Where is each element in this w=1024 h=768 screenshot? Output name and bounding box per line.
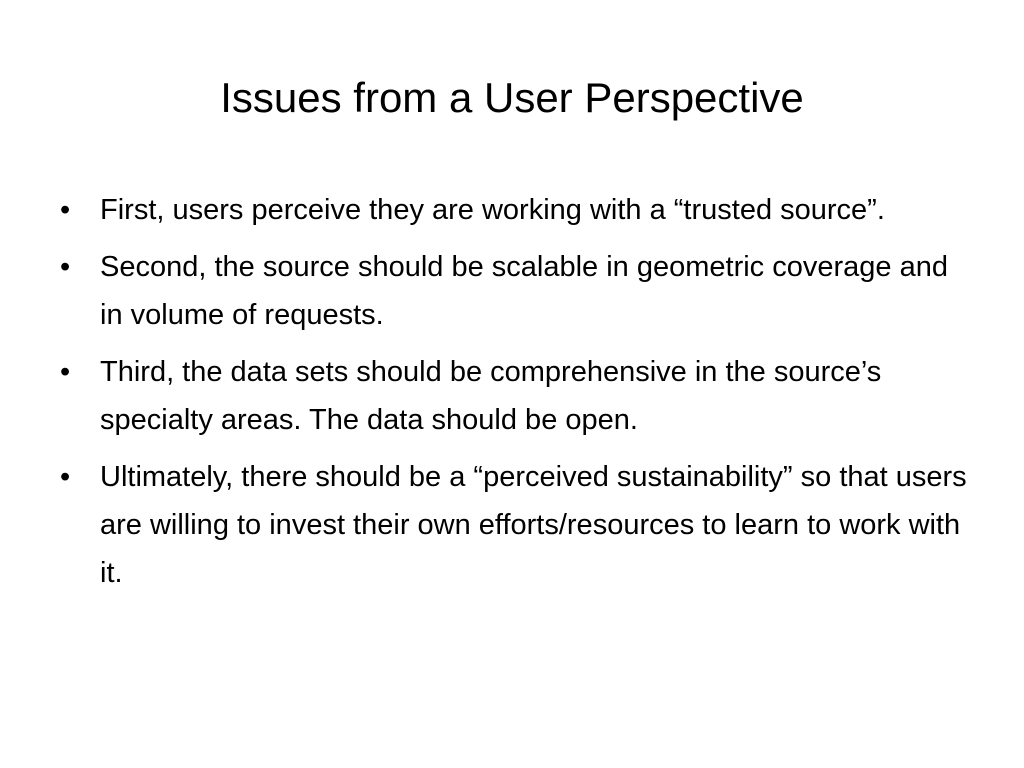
bullet-text: First, users perceive they are working with a “trusted source”. [100,194,885,226]
bullet-item-fourth [56,453,976,597]
bullet-dot-icon: • [60,194,71,226]
bullet-dot-icon: • [60,356,71,388]
bullet-text: Ultimately, there should be a “perceived sustainability” so that users are willing to invest their own efforts/resources to learn to work with it. [100,461,967,589]
slide-title: Issues from a User Perspective [220,74,804,121]
bullet-list [56,186,976,606]
bullet-item-first [56,186,976,234]
bullet-text: Third, the data sets should be comprehensive in the source’s specialty areas. The data should be open. [100,356,882,436]
bullet-text: Second, the source should be scalable in geometric coverage and in volume of requests. [100,251,948,331]
bullet-item-second [56,243,976,339]
bullet-dot-icon: • [60,251,71,283]
bullet-dot-icon: • [60,461,71,493]
bullet-item-third [56,348,976,444]
